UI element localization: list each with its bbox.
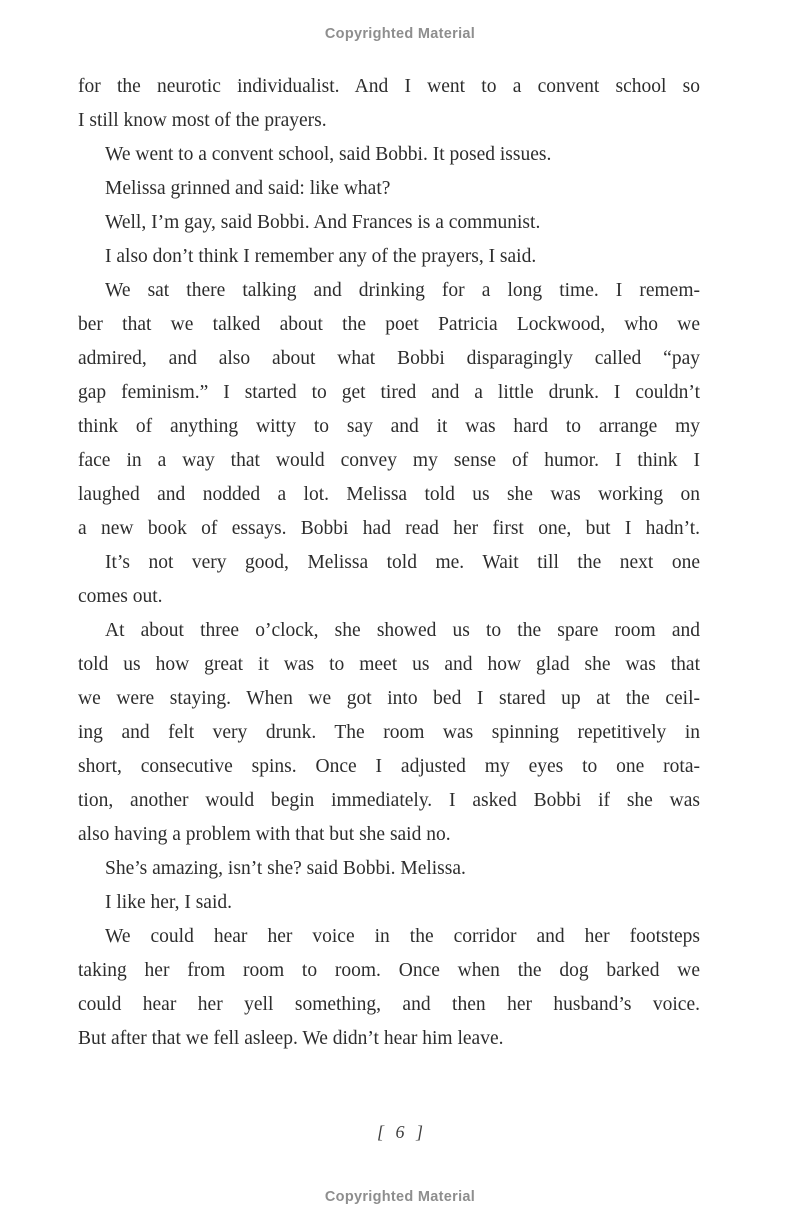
text-line: I like her, I said. [105, 892, 233, 913]
text-line: told us how great it was to meet us and how glad she was that [78, 654, 700, 675]
text-line: a new book of essays. Bobbi had read her first one, but I hadn’t. [78, 518, 700, 539]
text-line: tion, another would begin immediately. I asked Bobbi if she was [78, 790, 700, 811]
text-line: short, consecutive spins. Once I adjusted my eyes to one rota- [78, 756, 700, 777]
text-line: we were staying. When we got into bed I stared up at the ceil- [78, 688, 700, 709]
text-line: I still know most of the prayers. [78, 110, 327, 131]
text-line: could hear her yell something, and then her husband’s voice. [78, 994, 700, 1015]
text-line: We sat there talking and drinking for a long time. I remem- [105, 280, 700, 301]
page-number: [ 6 ] [376, 1122, 423, 1142]
text-line: ing and felt very drunk. The room was spinning repetitively in [78, 722, 700, 743]
text-line: She’s amazing, isn’t she? said Bobbi. Melissa. [105, 858, 466, 879]
body-text-block [78, 70, 700, 1056]
text-line: comes out. [78, 586, 163, 607]
text-line: admired, and also about what Bobbi disparagingly called “pay [78, 348, 700, 369]
text-line: ber that we talked about the poet Patricia Lockwood, who we [78, 314, 700, 335]
text-line: also having a problem with that but she said no. [78, 824, 451, 845]
text-line: laughed and nodded a lot. Melissa told us she was working on [78, 484, 700, 505]
text-line: We went to a convent school, said Bobbi. It posed issues. [105, 144, 552, 165]
text-line: We could hear her voice in the corridor and her footsteps [105, 926, 700, 947]
text-line: But after that we fell asleep. We didn’t hear him leave. [78, 1028, 504, 1049]
text-line: gap feminism.” I started to get tired and a little drunk. I couldn’t [78, 382, 700, 403]
text-line: taking her from room to room. Once when the dog barked we [78, 960, 700, 981]
text-line: for the neurotic individualist. And I went to a convent school so [78, 76, 700, 97]
text-line: think of anything witty to say and it was hard to arrange my [78, 416, 700, 437]
text-line: I also don’t think I remember any of the prayers, I said. [105, 246, 537, 267]
text-line: Melissa grinned and said: like what? [105, 178, 391, 199]
copyright-notice-bottom: Copyrighted Material [324, 1189, 476, 1205]
text-line: Well, I’m gay, said Bobbi. And Frances is a communist. [105, 212, 541, 233]
text-line: face in a way that would convey my sense of humor. I think I [78, 450, 700, 471]
copyright-notice-top: Copyrighted Material [324, 26, 476, 42]
text-line: At about three o’clock, she showed us to the spare room and [105, 620, 700, 641]
text-line: It’s not very good, Melissa told me. Wait till the next one [105, 552, 700, 573]
